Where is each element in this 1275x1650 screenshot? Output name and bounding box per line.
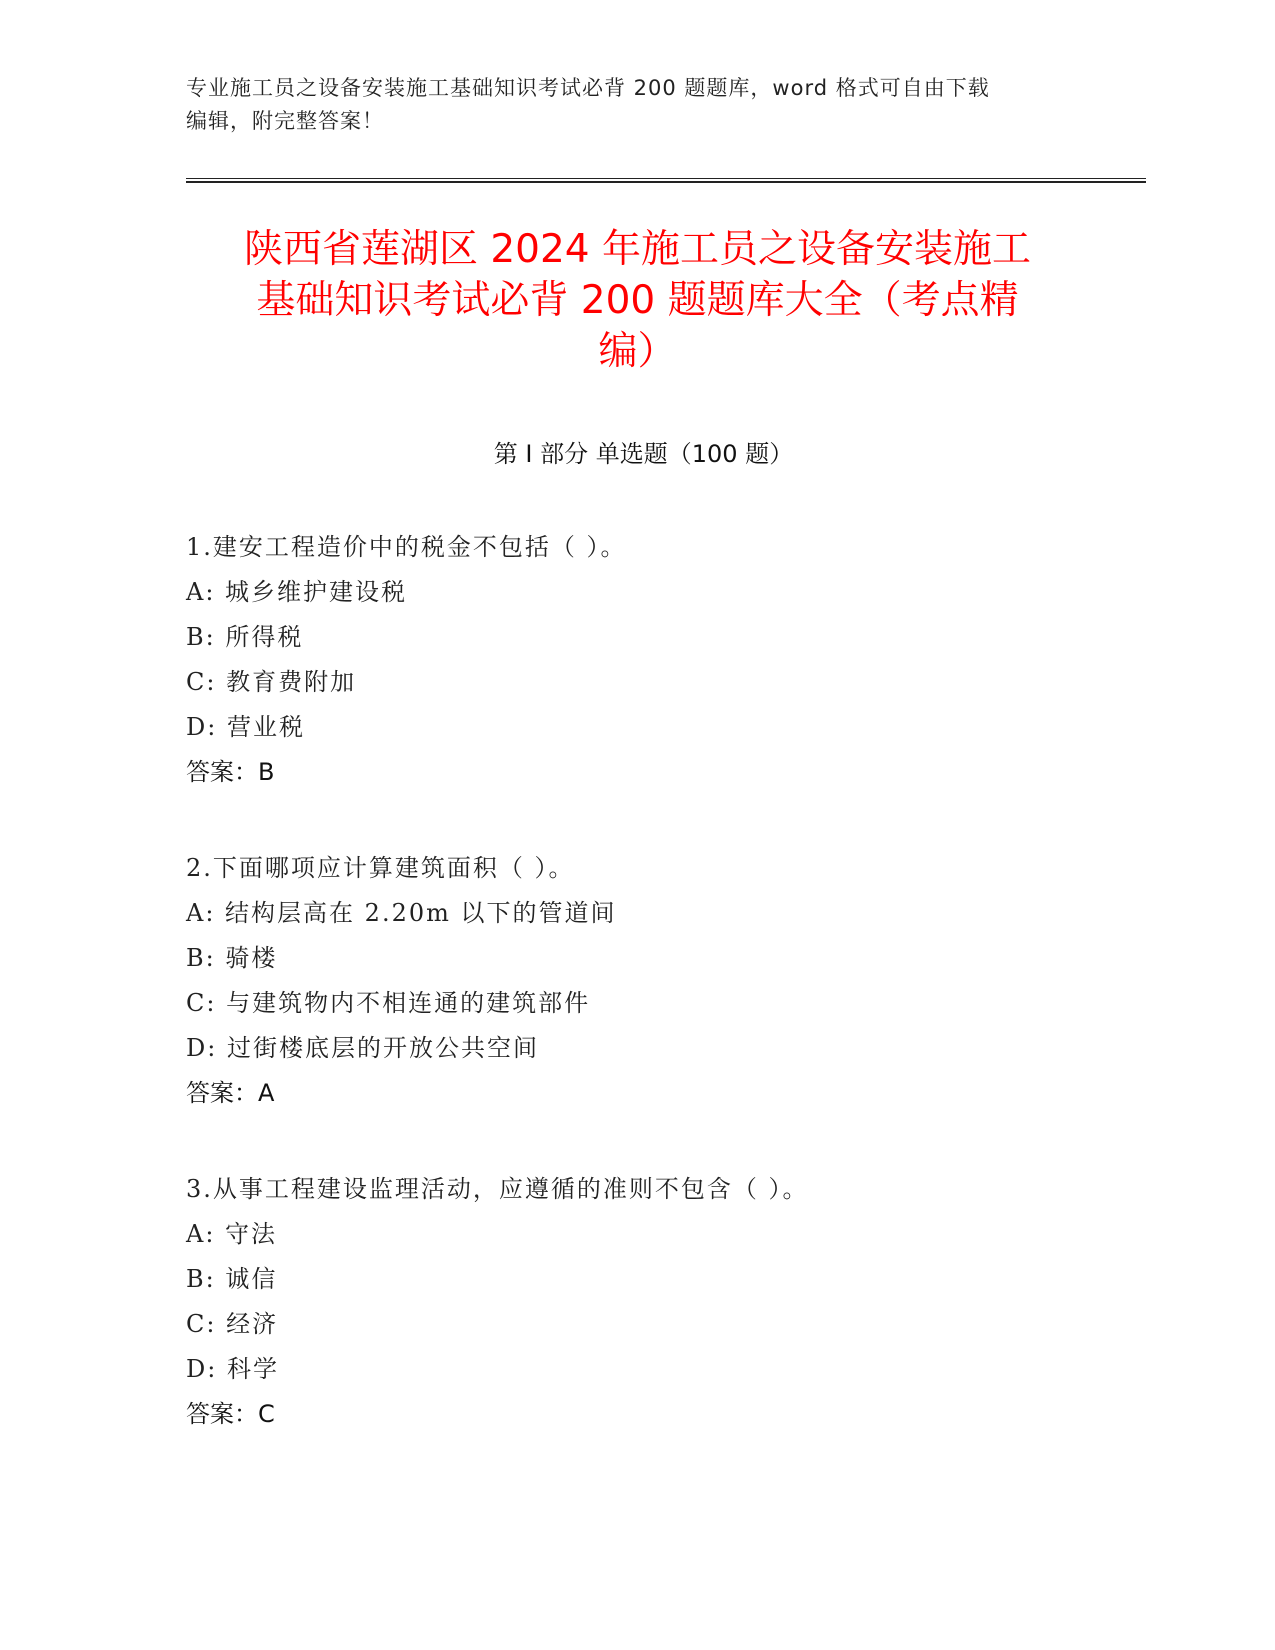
- header-divider-thin: [186, 178, 1146, 179]
- header-divider-thick: [186, 181, 1146, 183]
- title-line-2: 基础知识考试必背 200 题题库大全（考点精: [256, 278, 1019, 323]
- title-line-1: 陕西省莲湖区 2024 年施工员之设备安装施工: [243, 227, 1032, 272]
- option-c: C: 与建筑物内不相连通的建筑部件: [186, 989, 591, 1017]
- header-note-line-1: 专业施工员之设备安装施工基础知识考试必背 200 题题库，word 格式可自由下载: [186, 76, 990, 100]
- option-b: B: 骑楼: [186, 944, 278, 972]
- question-2: [186, 846, 1086, 1116]
- option-d: D: 科学: [186, 1355, 279, 1383]
- question-3: [186, 1167, 1086, 1437]
- option-a: A: 城乡维护建设税: [186, 578, 408, 606]
- document-title: [180, 224, 1095, 377]
- header-note: [186, 72, 1086, 138]
- option-a: A: 结构层高在 2.20m 以下的管道间: [186, 899, 617, 927]
- option-c: C: 教育费附加: [186, 668, 357, 696]
- section-heading: 第 I 部分 单选题（100 题）: [493, 440, 794, 468]
- question-1: [186, 525, 1086, 795]
- answer: 答案：A: [186, 1079, 275, 1107]
- header-note-line-2: 编辑，附完整答案！: [186, 109, 384, 133]
- option-d: D: 过街楼底层的开放公共空间: [186, 1034, 539, 1062]
- title-line-3: 编）: [598, 329, 677, 374]
- answer: 答案：C: [186, 1400, 275, 1428]
- option-b: B: 所得税: [186, 623, 304, 651]
- question-stem: 1.建安工程造价中的税金不包括（ ）。: [186, 533, 627, 561]
- answer: 答案：B: [186, 758, 275, 786]
- option-b: B: 诚信: [186, 1265, 278, 1293]
- question-stem: 3.从事工程建设监理活动，应遵循的准则不包含（ ）。: [186, 1175, 809, 1203]
- question-stem: 2.下面哪项应计算建筑面积（ ）。: [186, 854, 575, 882]
- option-a: A: 守法: [186, 1220, 278, 1248]
- option-c: C: 经济: [186, 1310, 279, 1338]
- option-d: D: 营业税: [186, 713, 305, 741]
